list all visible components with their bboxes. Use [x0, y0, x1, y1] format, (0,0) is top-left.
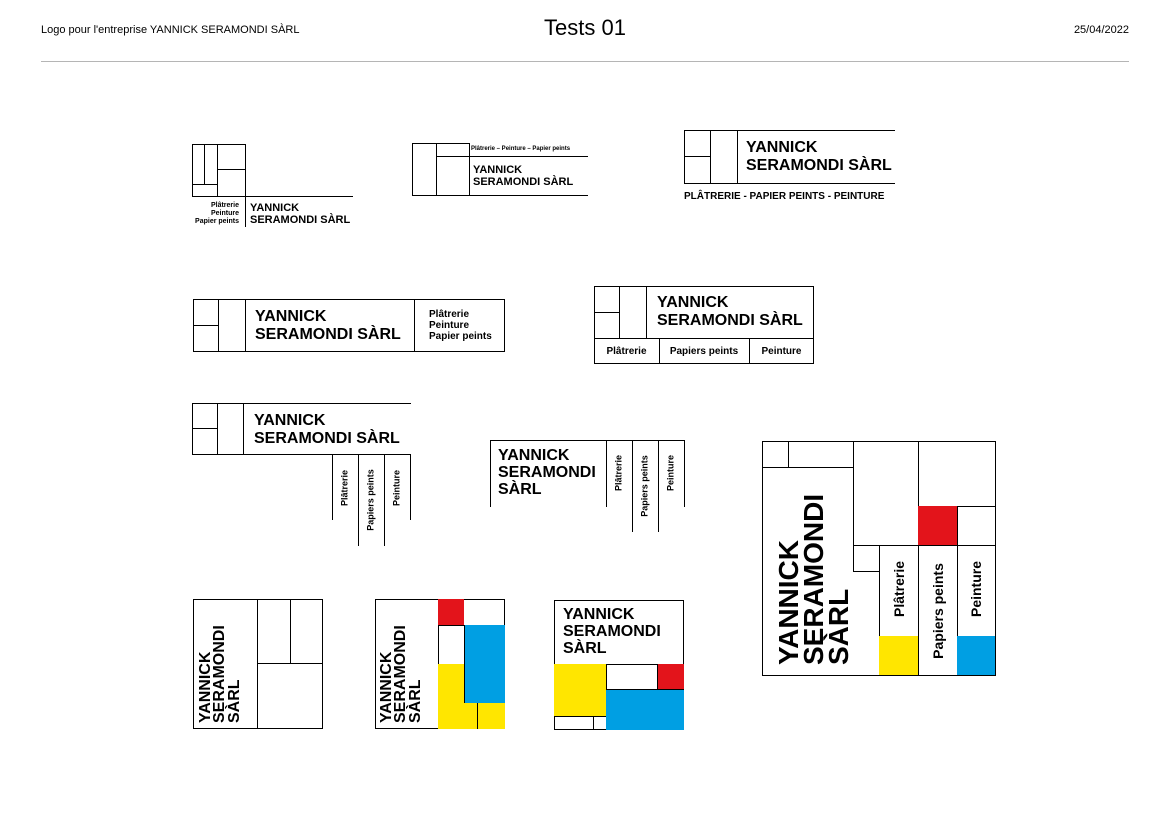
- brand-name-line1: YANNICK: [563, 606, 635, 623]
- brand-name-line3: SÀRL: [498, 481, 542, 498]
- logo-grid-mark: [684, 130, 738, 184]
- brand-name-line2: SERAMONDI SÀRL: [657, 312, 803, 329]
- logo-rule: [243, 403, 411, 404]
- brand-name-stacked: YANNICK SERAMONDI SÀRL: [197, 625, 243, 723]
- grid-line: [436, 156, 470, 157]
- logo-variant-5: [594, 286, 815, 365]
- service-papiers-peints: Papiers peints: [639, 455, 650, 517]
- document-date: 25/04/2022: [1073, 24, 1129, 36]
- brand-tagline: PLÂTRERIE - PAPIER PEINTS - PEINTURE: [684, 191, 885, 202]
- logo-variant-4: [193, 299, 505, 353]
- grid-line: [192, 184, 217, 185]
- brand-name-line2: SERAMONDI SÀRL: [250, 214, 351, 226]
- document-subject: Logo pour l'entreprise YANNICK SERAMONDI SÀRL: [41, 24, 300, 36]
- logo-grid-mark: [192, 403, 244, 455]
- grid-line: [217, 403, 218, 455]
- grid-line: [853, 545, 996, 546]
- logo-frame: [412, 143, 470, 196]
- logo-variant-10: [375, 599, 506, 730]
- logo-variant-3: [684, 130, 904, 210]
- grid-line: [646, 286, 647, 339]
- logo-baseline: [192, 196, 353, 197]
- column-line: [658, 440, 659, 532]
- brand-name-line2: SERAMONDI: [498, 464, 596, 481]
- yellow-block: [438, 703, 505, 729]
- brand-name-line1: YANNICK: [498, 447, 570, 464]
- header-divider: [41, 61, 1129, 62]
- grid-line: [853, 441, 854, 571]
- grid-line: [257, 663, 323, 664]
- grid-line: [710, 130, 711, 184]
- grid-line: [290, 599, 291, 664]
- grid-line: [957, 506, 958, 545]
- logo-rule: [243, 454, 411, 455]
- logo-rule: [737, 130, 895, 131]
- brand-name-line1: YANNICK: [255, 308, 327, 325]
- brand-name-line2: SERAMONDI: [563, 623, 661, 640]
- red-block: [438, 599, 464, 625]
- blue-block: [464, 625, 505, 703]
- service-papiers-peints: Papiers peints: [365, 469, 376, 531]
- brand-name-line2: SERAMONDI SÀRL: [254, 430, 400, 447]
- logo-grid-mark: [192, 144, 246, 197]
- brand-name-line2: SERAMONDI SÀRL: [746, 157, 892, 174]
- grid-line: [257, 599, 258, 729]
- brand-tagline: Plâtrerie – Peinture – Papier peints: [471, 146, 571, 152]
- grid-line: [918, 545, 919, 676]
- column-line: [606, 440, 607, 507]
- brand-name-line2: SERAMONDI SÀRL: [473, 176, 574, 188]
- service-platrerie: Plâtrerie: [429, 309, 470, 320]
- grid-line: [477, 703, 478, 729]
- logo-rule: [490, 440, 685, 441]
- logo-variant-7: [490, 440, 690, 535]
- grid-line: [193, 325, 218, 326]
- brand-name-line1: YANNICK: [657, 294, 729, 311]
- yellow-block: [438, 664, 464, 703]
- column-line: [632, 440, 633, 532]
- grid-line: [684, 156, 710, 157]
- logo-rule: [469, 156, 588, 157]
- logo-divider: [245, 197, 246, 227]
- service-peinture: Peinture: [968, 560, 984, 618]
- grid-line: [554, 716, 606, 717]
- column-line: [384, 454, 385, 546]
- service-peinture: Peinture: [429, 320, 470, 331]
- grid-line: [245, 299, 246, 352]
- service-platrerie: Plâtrerie: [339, 469, 350, 507]
- logo-variant-9: [193, 599, 324, 730]
- grid-line: [204, 144, 205, 184]
- logo-variant-1: [192, 144, 362, 234]
- service-papiers-peints: Papiers peints: [669, 346, 739, 357]
- blue-block: [606, 690, 684, 730]
- service-papiers-peints: Papiers peints: [930, 563, 946, 659]
- brand-name-line1: YANNICK: [254, 412, 326, 429]
- grid-line: [593, 716, 594, 730]
- service-platrerie: Plâtrerie: [613, 454, 624, 492]
- column-line: [684, 440, 685, 507]
- grid-line: [412, 195, 470, 196]
- brand-name-line1: YANNICK: [473, 164, 523, 176]
- yellow-block: [879, 636, 918, 675]
- brand-name-line2: SERAMONDI SÀRL: [255, 326, 401, 343]
- service-platrerie: Plâtrerie: [891, 560, 907, 618]
- service-platrerie: Plâtrerie: [210, 202, 239, 209]
- service-peinture: Peinture: [391, 469, 402, 507]
- red-block: [657, 664, 684, 690]
- grid-line: [762, 467, 853, 468]
- service-peinture: Peinture: [210, 210, 239, 217]
- brand-name-stacked: YANNICK SERAMONDI SÀRL: [378, 625, 424, 723]
- brand-name-line1: YANNICK: [746, 139, 818, 156]
- logo-variant-6: [192, 403, 414, 548]
- service-papier-peints: Papier peints: [429, 331, 492, 342]
- logo-variant-8: [762, 441, 996, 676]
- grid-line: [217, 169, 246, 170]
- logo-rule: [737, 183, 895, 184]
- column-line: [410, 454, 411, 520]
- grid-line: [619, 286, 620, 339]
- grid-line: [436, 143, 437, 196]
- brand-name-line3: SÀRL: [563, 640, 607, 657]
- logo-rule: [412, 143, 470, 144]
- grid-line: [853, 571, 879, 572]
- grid-line: [192, 428, 217, 429]
- logo-variant-11: [554, 600, 685, 731]
- grid-line: [788, 441, 789, 467]
- yellow-block: [554, 664, 606, 716]
- grid-line: [414, 299, 415, 352]
- logo-rule: [469, 195, 588, 196]
- brand-name-line1: YANNICK: [250, 202, 300, 214]
- grid-line: [464, 625, 465, 703]
- blue-block: [957, 636, 995, 675]
- service-papier-peints: Papier peints: [195, 218, 239, 225]
- column-line: [358, 454, 359, 546]
- service-peinture: Peinture: [761, 346, 802, 357]
- red-block: [918, 506, 957, 545]
- service-platrerie: Plâtrerie: [606, 346, 647, 357]
- column-line: [490, 440, 491, 507]
- logo-variant-2: [412, 143, 592, 197]
- grid-line: [218, 299, 219, 352]
- grid-line: [594, 312, 619, 313]
- brand-name-stacked: YANNICK SERAMONDI SÀRL: [773, 493, 855, 665]
- grid-line: [657, 664, 658, 690]
- column-line: [332, 454, 333, 520]
- service-peinture: Peinture: [665, 454, 676, 492]
- page-title: Tests 01: [544, 15, 626, 40]
- grid-line: [217, 144, 218, 197]
